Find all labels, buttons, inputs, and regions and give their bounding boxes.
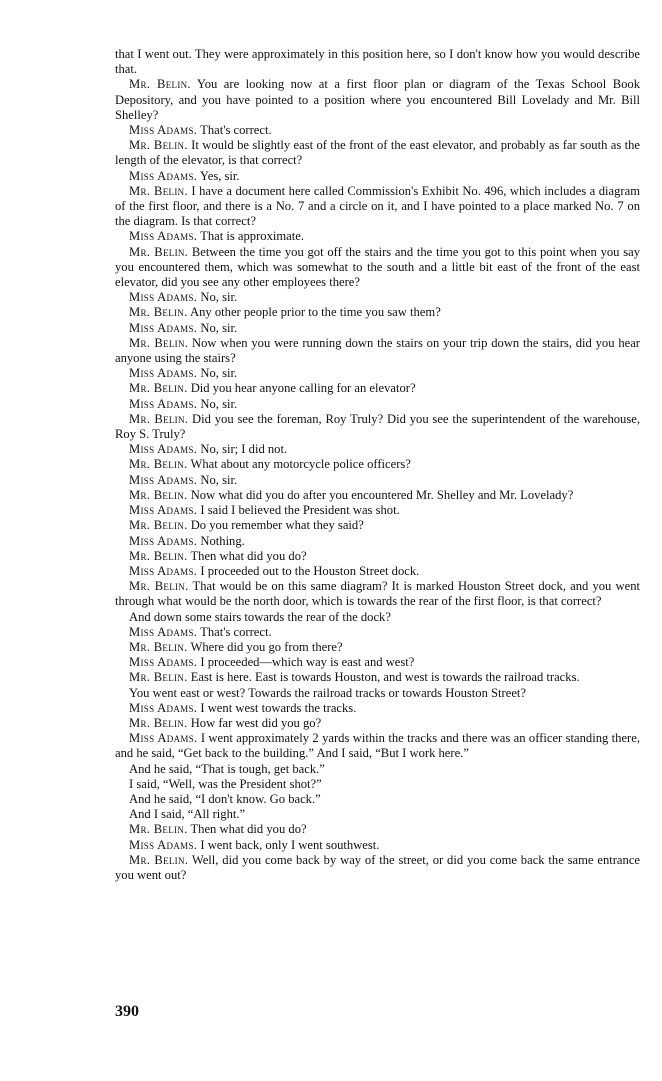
testimony-text: Did you see the foreman, Roy Truly? Did you see the superintendent of the warehouse, Roy S. Truly? [115, 411, 640, 442]
testimony-text: Any other people prior to the time you saw them? [190, 305, 441, 320]
testimony-text: I have a document here called Commission's Exhibit No. 496, which includes a diagram of the first floor, and there is a No. 7 and a circle on it, and I have pointed to a place marked No. 7 on the diagram. Is that correct? [115, 183, 641, 229]
transcript-paragraph [115, 792, 640, 807]
transcript-paragraph [115, 731, 640, 761]
transcript-paragraph [115, 838, 640, 853]
transcript-paragraph [115, 321, 640, 336]
transcript-paragraph [115, 412, 640, 442]
speaker-name: Mr. Belin. [129, 548, 188, 563]
transcript-paragraph [115, 503, 640, 518]
testimony-text: That is approximate. [200, 229, 305, 244]
speaker-name: Miss Adams. [129, 229, 198, 244]
speaker-name: Mr. Belin. [129, 579, 189, 594]
testimony-text: that I went out. They were approximately in this position here, so I don't know how you would describe that. [115, 47, 640, 77]
transcript-paragraph [115, 610, 640, 625]
transcript-paragraph [115, 655, 640, 670]
speaker-name: Miss Adams. [129, 123, 198, 138]
page-number: 390 [115, 1003, 139, 1020]
testimony-text: That's correct. [200, 624, 272, 639]
transcript-paragraph [115, 518, 640, 533]
speaker-name: Mr. Belin. [129, 411, 189, 426]
testimony-text: And down some stairs towards the rear of the dock? [129, 609, 391, 624]
speaker-name: Miss Adams. [129, 472, 198, 487]
testimony-text: No, sir. [200, 290, 238, 305]
testimony-text: I went west towards the tracks. [200, 700, 357, 715]
testimony-text: I proceeded out to the Houston Street dock. [200, 563, 420, 578]
transcript-paragraph [115, 381, 640, 396]
transcript-paragraph [115, 762, 640, 777]
testimony-text: No, sir. [200, 320, 238, 335]
testimony-text: That's correct. [200, 123, 272, 138]
testimony-text: Where did you go from there? [190, 639, 343, 654]
testimony-text: That would be on this same diagram? It is marked Houston Street dock, and you went through what would be the north door, which is towards the rear of the first floor, is that correct? [115, 579, 640, 609]
transcript-paragraph [115, 488, 640, 503]
testimony-text: No, sir. [200, 366, 238, 381]
testimony-text: Now what did you do after you encountered Mr. Shelley and Mr. Lovelady? [190, 487, 574, 502]
transcript-paragraph [115, 47, 640, 77]
speaker-name: Mr. Belin. [129, 715, 188, 730]
testimony-text: How far west did you go? [190, 715, 322, 730]
transcript-paragraph [115, 77, 640, 123]
speaker-name: Mr. Belin. [129, 244, 189, 259]
speaker-name: Miss Adams. [129, 837, 198, 852]
testimony-text: Then what did you do? [190, 822, 307, 837]
speaker-name: Miss Adams. [129, 396, 198, 411]
testimony-text: No, sir; I did not. [200, 442, 288, 457]
speaker-name: Mr. Belin. [129, 183, 188, 198]
speaker-name: Mr. Belin. [129, 457, 188, 472]
testimony-text: No, sir. [200, 396, 238, 411]
transcript-paragraph [115, 853, 640, 883]
transcript-paragraph [115, 473, 640, 488]
speaker-name: Mr. Belin. [129, 639, 188, 654]
transcript-paragraph [115, 138, 640, 168]
testimony-text: East is here. East is towards Houston, and west is towards the railroad tracks. [190, 670, 580, 685]
transcript-paragraph [115, 336, 640, 366]
transcript-paragraph [115, 701, 640, 716]
testimony-text: I went back, only I went southwest. [200, 837, 380, 852]
speaker-name: Mr. Belin. [129, 670, 188, 685]
testimony-text: Between the time you got off the stairs and the time you got to this point when you say you encountered them, which was somewhat to the south and a little bit east of the front of the east elevator, did you see any other employees there? [115, 244, 640, 290]
speaker-name: Miss Adams. [129, 624, 198, 639]
transcript-paragraph [115, 245, 640, 291]
testimony-text: No, sir. [200, 472, 238, 487]
speaker-name: Mr. Belin. [129, 305, 188, 320]
transcript-paragraph [115, 229, 640, 244]
speaker-name: Mr. Belin. [129, 822, 188, 837]
testimony-text: I proceeded—which way is east and west? [200, 655, 415, 670]
transcript-paragraph [115, 442, 640, 457]
transcript-paragraph [115, 807, 640, 822]
speaker-name: Miss Adams. [129, 731, 198, 746]
speaker-name: Mr. Belin. [129, 335, 189, 350]
transcript-paragraph [115, 169, 640, 184]
testimony-text: You are looking now at a first floor plan or diagram of the Texas School Book Depository, and you have pointed to a position where you encountered Bill Lovelady and Mr. Bill Shelley? [115, 77, 640, 122]
testimony-text: I went approximately 2 yards within the tracks and there was an officer standing there, and he said, “Get back to the building.” And I said, “But I work here.” [115, 731, 640, 761]
transcript-paragraph [115, 534, 640, 549]
transcript-paragraph [115, 457, 640, 472]
testimony-text: Now when you were running down the stairs on your trip down the stairs, did you hear anyone using the stairs? [115, 335, 640, 366]
speaker-name: Miss Adams. [129, 168, 198, 183]
transcript-paragraph [115, 777, 640, 792]
transcript-paragraph [115, 549, 640, 564]
testimony-text: I said, “Well, was the President shot?” [129, 776, 322, 791]
speaker-name: Miss Adams. [129, 655, 198, 670]
speaker-name: Miss Adams. [129, 442, 198, 457]
speaker-name: Mr. Belin. [129, 381, 188, 396]
transcript-paragraph [115, 640, 640, 655]
testimony-text: Nothing. [200, 533, 245, 548]
transcript-body [115, 47, 640, 883]
speaker-name: Miss Adams. [129, 366, 198, 381]
transcript-paragraph [115, 564, 640, 579]
transcript-paragraph [115, 184, 640, 230]
testimony-text: What about any motorcycle police officers? [190, 457, 411, 472]
speaker-name: Mr. Belin. [129, 487, 188, 502]
testimony-text: Then what did you do? [190, 548, 307, 563]
testimony-text: Well, did you come back by way of the street, or did you come back the same entrance you went out? [115, 852, 640, 882]
transcript-paragraph [115, 397, 640, 412]
testimony-text: Yes, sir. [199, 168, 240, 183]
transcript-paragraph [115, 579, 640, 609]
transcript-paragraph [115, 305, 640, 320]
transcript-paragraph [115, 670, 640, 685]
speaker-name: Miss Adams. [129, 563, 198, 578]
speaker-name: Miss Adams. [129, 700, 198, 715]
transcript-paragraph [115, 123, 640, 138]
testimony-text: Do you remember what they said? [190, 518, 364, 533]
testimony-text: It would be slightly east of the front of the east elevator, and probably as far south as the length of the elevator, is that correct? [115, 138, 641, 168]
testimony-text: And I said, “All right.” [129, 807, 246, 822]
testimony-text: You went east or west? Towards the railroad tracks or towards Houston Street? [129, 685, 527, 700]
transcript-paragraph [115, 290, 640, 305]
testimony-text: And he said, “That is tough, get back.” [129, 761, 325, 776]
testimony-text: Did you hear anyone calling for an elevator? [190, 381, 416, 396]
speaker-name: Miss Adams. [129, 503, 198, 518]
speaker-name: Mr. Belin. [129, 77, 191, 92]
testimony-text: And he said, “I don't know. Go back.” [129, 791, 321, 806]
transcript-paragraph [115, 822, 640, 837]
transcript-paragraph [115, 625, 640, 640]
speaker-name: Mr. Belin. [129, 852, 189, 867]
transcript-paragraph [115, 686, 640, 701]
speaker-name: Miss Adams. [129, 320, 198, 335]
transcript-paragraph [115, 716, 640, 731]
transcript-paragraph [115, 366, 640, 381]
speaker-name: Mr. Belin. [129, 138, 188, 153]
speaker-name: Miss Adams. [129, 533, 198, 548]
testimony-text: I said I believed the President was shot. [200, 503, 400, 518]
speaker-name: Miss Adams. [129, 290, 198, 305]
speaker-name: Mr. Belin. [129, 518, 188, 533]
